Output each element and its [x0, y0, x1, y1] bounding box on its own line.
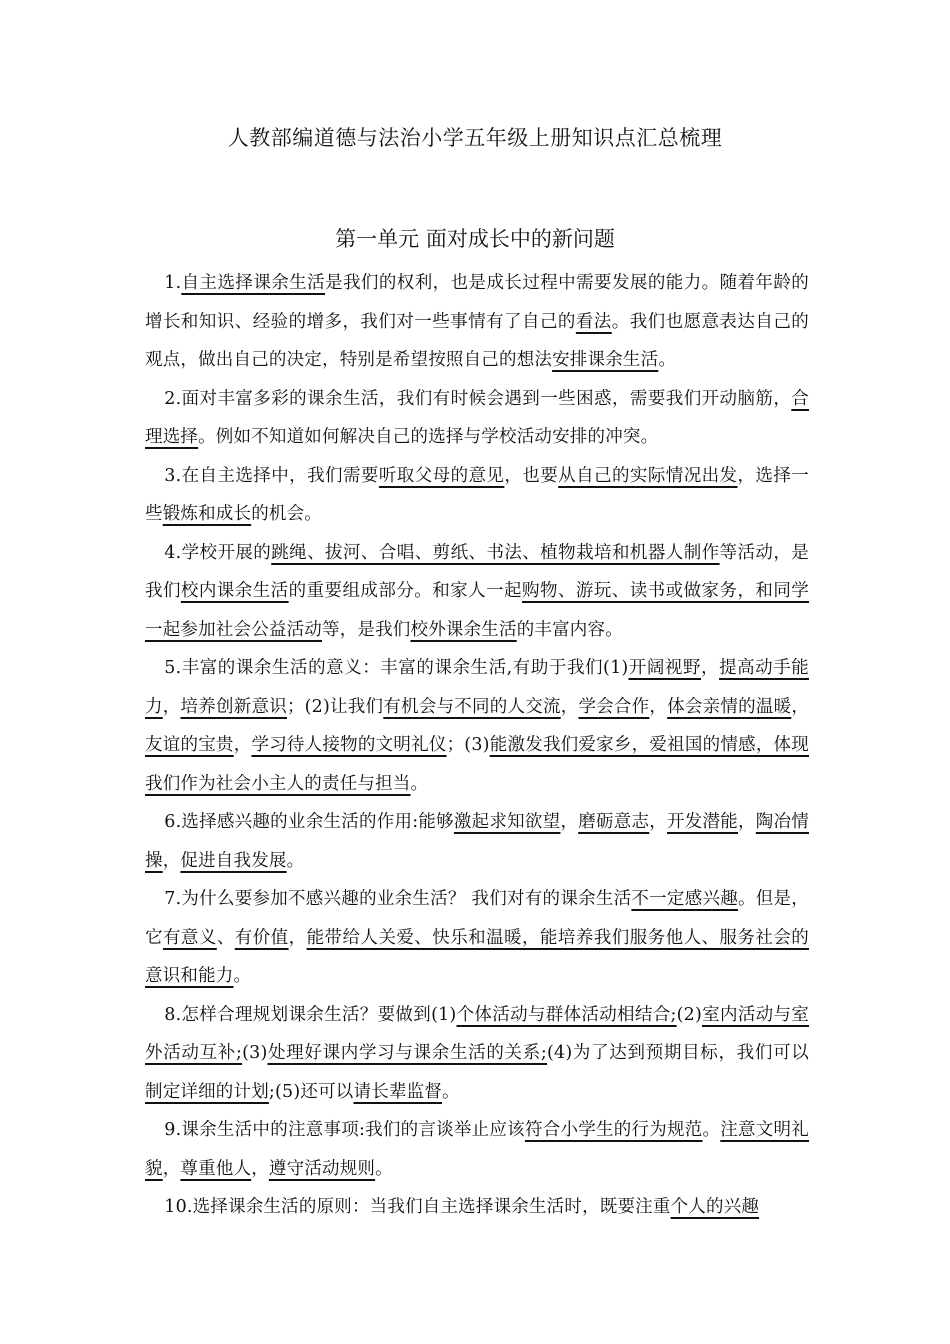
text-segment: 等活动，是我们 — [145, 542, 809, 601]
text-segment: (2) — [676, 1004, 703, 1025]
text-segment: 10.选择课余生活的原则：当我们自主选择课余生活时，既要注重 — [164, 1197, 671, 1217]
underlined-key-phrase: 听取父母的意见 — [378, 465, 505, 486]
underlined-key-phrase: 能带给人关爱、快乐和温暖，能培养我们服务他人、服务社会的意识和能力 — [145, 927, 809, 986]
underlined-key-phrase: 促进自我发展 — [180, 850, 287, 871]
underlined-key-phrase: 校内课余生活 — [180, 581, 289, 601]
text-segment: ， — [162, 1158, 181, 1179]
underlined-key-phrase: 友谊的宝贵 — [145, 735, 234, 755]
underlined-key-phrase: 体会亲情的温暖 — [667, 696, 792, 717]
text-segment: 4.学校开展的 — [164, 542, 272, 563]
document-body — [145, 264, 809, 1227]
paragraph-3 — [145, 457, 809, 534]
text-segment: ， — [288, 927, 307, 948]
text-segment: 。 — [375, 1158, 393, 1179]
underlined-key-phrase: 请长辈监督 — [353, 1081, 442, 1102]
underlined-key-phrase: 制定详细的计划 — [145, 1081, 269, 1102]
text-segment: ， — [162, 850, 181, 871]
underlined-key-phrase: 开阔视野 — [628, 658, 702, 678]
text-segment: 1. — [164, 273, 182, 293]
paragraph-7 — [145, 880, 809, 996]
underlined-key-phrase: 安排课余生活 — [552, 350, 659, 370]
underlined-key-phrase: 个人的兴趣 — [670, 1197, 760, 1217]
paragraph-1 — [145, 264, 809, 380]
underlined-key-phrase: 遵守活动规则 — [268, 1158, 376, 1179]
underlined-key-phrase: 不一定感兴趣 — [631, 889, 738, 909]
underlined-key-phrase: 室内活动与室外活动互补; — [145, 1004, 810, 1063]
text-segment: ， — [560, 696, 579, 717]
underlined-key-phrase: 注意文明礼貌 — [145, 1120, 810, 1179]
text-segment: 。例如不知道如何解决自己的选择与学校活动安排的冲突。 — [198, 427, 659, 447]
text-segment: 3.在自主选择中，我们需要 — [164, 465, 379, 486]
text-segment: 。 — [233, 966, 252, 986]
underlined-key-phrase: 有意义 — [162, 927, 217, 948]
underlined-key-phrase: 处理好课内学习与课余生活的关系; — [267, 1043, 548, 1063]
paragraph-2 — [145, 380, 809, 457]
underlined-key-phrase: 有机会与不同的人交流 — [383, 696, 561, 717]
text-segment: (4)为了达到预期目标，我们可以 — [547, 1043, 809, 1063]
underlined-key-phrase: 提高动手能力 — [145, 658, 809, 717]
underlined-key-phrase: 陶冶情操 — [145, 812, 810, 871]
underlined-key-phrase: 跳绳、拔河、合唱、剪纸、书法、植物栽培和机器人制作 — [271, 542, 720, 563]
underlined-key-phrase: 培养创新意识 — [180, 696, 287, 717]
paragraph-5 — [145, 649, 809, 803]
text-segment: 的重要组成部分。和家人一起 — [288, 581, 523, 601]
text-segment: 。 — [658, 350, 677, 370]
text-segment: 。 — [286, 850, 305, 871]
underlined-key-phrase: 购物、游玩、读书或做家务，和同学一起参加社会公益活动 — [145, 581, 809, 640]
text-segment: 。 — [442, 1081, 460, 1102]
underlined-key-phrase: 尊重他人 — [180, 1158, 252, 1179]
text-segment: 。 — [702, 1120, 721, 1140]
paragraph-10 — [145, 1188, 809, 1227]
text-segment: ， — [251, 1158, 269, 1179]
paragraph-6 — [145, 803, 809, 880]
text-segment: 2.面对丰富多彩的课余生活，我们有时候会遇到一些困惑，需要我们开动脑筋， — [164, 388, 792, 409]
text-segment: ，选择一些 — [145, 465, 809, 524]
underlined-key-phrase: 激起求知欲望 — [453, 812, 561, 832]
text-segment: ， — [738, 812, 756, 832]
text-segment: 9.课余生活中的注意事项:我们的言谈举止应该 — [164, 1120, 525, 1140]
unit-heading: 第一单元 面对成长中的新问题 — [335, 227, 615, 251]
text-segment: ;(5)还可以 — [268, 1081, 354, 1102]
text-segment: 、 — [216, 927, 235, 948]
underlined-key-phrase: 自主选择课余生活 — [181, 273, 326, 293]
text-segment: 7.为什么要参加不感兴趣的业余生活？ 我们对有的课余生活 — [164, 889, 632, 909]
text-segment: 的丰富内容。 — [516, 619, 623, 640]
text-segment: 5.丰富的课余生活的意义：丰富的课余生活,有助于我们(1) — [164, 658, 629, 678]
underlined-key-phrase: 学会合作 — [578, 696, 650, 717]
text-segment: ， — [701, 658, 720, 678]
underlined-key-phrase: 有价值 — [234, 927, 289, 948]
underlined-key-phrase: 看法 — [575, 311, 612, 332]
text-segment: 等，是我们 — [322, 619, 411, 640]
text-segment: ；(2)让我们 — [286, 696, 384, 717]
underlined-key-phrase: 符合小学生的行为规范 — [524, 1120, 703, 1140]
document-title: 人教部编道德与法治小学五年级上册知识点汇总梳理 — [227, 126, 723, 150]
underlined-key-phrase: 校外课余生活 — [410, 619, 517, 640]
underlined-key-phrase: 个体活动与群体活动相结合; — [456, 1004, 677, 1025]
paragraph-8 — [145, 996, 809, 1112]
text-segment: 。 — [410, 773, 429, 794]
underlined-key-phrase: 锻炼和成长 — [162, 504, 252, 524]
text-segment: 。我们也愿意表达自己的观点，做出自己的决定，特别是希望按照自己的想法 — [145, 311, 809, 370]
text-segment: ， — [791, 696, 810, 717]
text-segment: ， — [649, 812, 667, 832]
text-segment: 6.选择感兴趣的业余生活的作用:能够 — [164, 812, 454, 832]
underlined-key-phrase: 能激发我们爱家乡，爱祖国的情感，体现我们作为社会小主人的责任与担当 — [145, 735, 810, 794]
underlined-key-phrase: 合理选择 — [145, 388, 809, 447]
text-segment: ， — [649, 696, 668, 717]
text-segment: ， — [233, 735, 252, 755]
paragraph-4 — [145, 534, 809, 650]
text-segment: ， — [560, 812, 579, 832]
underlined-key-phrase: 学习待人接物的文明礼仪 — [251, 735, 447, 755]
text-segment: 8.怎样合理规划课余生活？要做到(1) — [164, 1004, 457, 1025]
underlined-key-phrase: 从自己的实际情况出发 — [558, 465, 738, 486]
underlined-key-phrase: 磨砺意志 — [578, 812, 650, 832]
underlined-key-phrase: 开发潜能 — [667, 812, 739, 832]
text-segment: 。但是，它 — [145, 889, 809, 948]
text-segment: 的机会。 — [251, 504, 323, 524]
text-segment: ；(3) — [446, 735, 490, 755]
text-segment: ，也要 — [504, 465, 559, 486]
text-segment: 是我们的权利，也是成长过程中需要发展的能力。随着年龄的增长和知识、经验的增多，我们对一些事情有了自己的 — [145, 273, 809, 332]
text-segment: (3) — [242, 1043, 268, 1063]
text-segment: ， — [162, 696, 181, 717]
paragraph-9 — [145, 1111, 809, 1188]
